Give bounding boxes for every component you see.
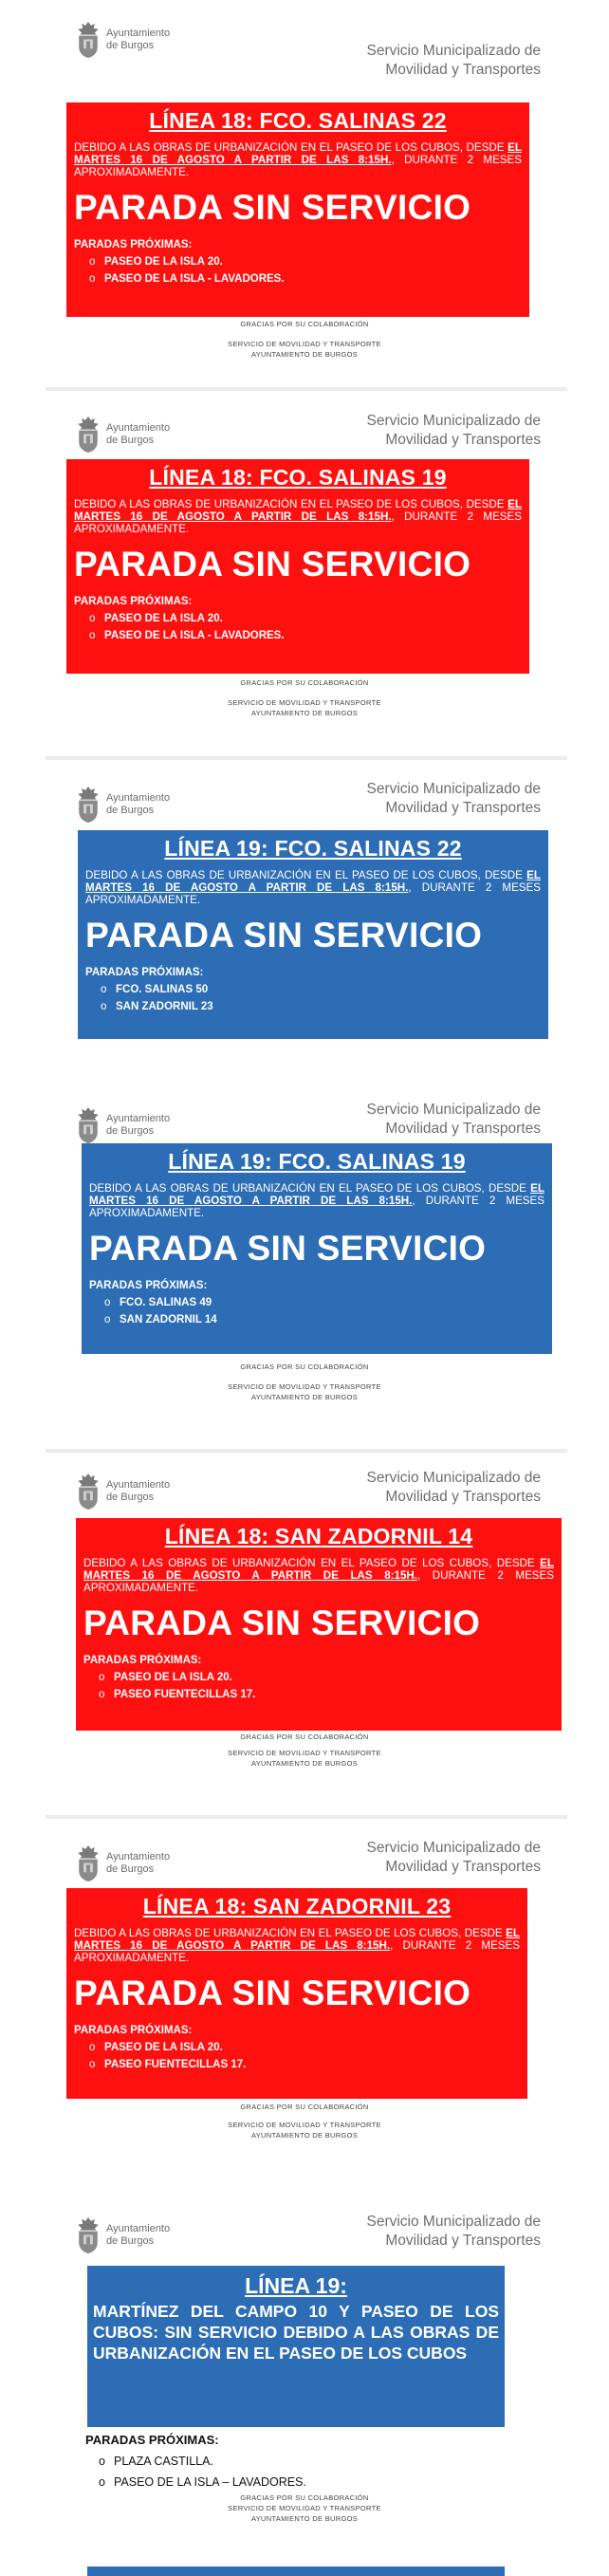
headline: PARADA SIN SERVICIO <box>74 1974 471 2012</box>
thanks-note: GRACIAS POR SU COLABORACIÓN <box>240 2493 369 2502</box>
notice-3 <box>0 759 609 1086</box>
logo-line2: de Burgos <box>106 1492 155 1503</box>
notice-box <box>66 102 529 317</box>
notice-box <box>82 1143 552 1354</box>
stops-label: PARADAS PRÓXIMAS: <box>83 1655 202 1666</box>
ayuntamiento-logo <box>76 1471 170 1512</box>
stop-item: o PLAZA CASTILLA. <box>99 2455 306 2468</box>
city-crest-icon <box>76 2216 101 2254</box>
logo-line2: de Burgos <box>106 40 155 51</box>
notice-title: LÍNEA 19: <box>245 2273 347 2298</box>
stop-item: o PASEO DE LA ISLA 20. <box>89 256 529 268</box>
logo-line1: Ayuntamiento <box>106 792 171 804</box>
notice-title: LÍNEA 18: FCO. SALINAS 22 <box>149 108 447 133</box>
notice-title: LÍNEA 19: FCO. SALINAS 22 <box>164 836 462 861</box>
footer: SERVICIO DE MOVILIDAD Y TRANSPORTE AYUNTAMIENTO DE BURGOS <box>228 340 381 359</box>
notice-description: DEBIDO A LAS OBRAS DE URBANIZACIÓN EN EL PASEO DE LOS CUBOS, DESDE EL MARTES 16 DE AGOSTO A PARTIR DE LAS 8:15H., DURANTE 2 MESES APROXIMADAMENTE. <box>89 1182 544 1219</box>
service-name: Servicio Municipalizado de Movilidad y Transportes <box>366 1840 541 1875</box>
logo-line2: de Burgos <box>106 1863 155 1875</box>
headline: PARADA SIN SERVICIO <box>85 916 483 954</box>
logo-line2: de Burgos <box>106 805 155 816</box>
ayuntamiento-logo <box>76 2215 170 2256</box>
city-crest-icon <box>76 1473 101 1510</box>
notice-description: DEBIDO A LAS OBRAS DE URBANIZACIÓN EN EL PASEO DE LOS CUBOS, DESDE EL MARTES 16 DE AGOSTO A PARTIR DE LAS 8:15H., DURANTE 2 MESES APROXIMADAMENTE. <box>74 141 523 178</box>
headline: PARADA SIN SERVICIO <box>74 545 471 584</box>
stops-list <box>85 2433 306 2489</box>
logo-line2: de Burgos <box>106 435 155 446</box>
notice-box <box>76 1518 562 1731</box>
notice-4 <box>0 1091 609 1452</box>
notice-2 <box>0 389 609 750</box>
logo-line1: Ayuntamiento <box>106 2223 171 2234</box>
notice-description: DEBIDO A LAS OBRAS DE URBANIZACIÓN EN EL PASEO DE LOS CUBOS, DESDE EL MARTES 16 DE AGOSTO A PARTIR DE LAS 8:15H., DURANTE 2 MESES APROXIMADAMENTE. <box>74 498 523 535</box>
notice-box <box>78 830 548 1039</box>
stop-item: o PASEO DE LA ISLA - LAVADORES. <box>89 273 529 285</box>
city-crest-icon <box>76 1844 101 1882</box>
stop-item: o PASEO DE LA ISLA 20. <box>89 2042 527 2053</box>
ayuntamiento-logo <box>76 414 170 455</box>
headline: PARADA SIN SERVICIO <box>89 1229 487 1268</box>
footer: SERVICIO DE MOVILIDAD Y TRANSPORTE AYUNTAMIENTO DE BURGOS <box>228 2121 381 2140</box>
notice-description: DEBIDO A LAS OBRAS DE URBANIZACIÓN EN EL PASEO DE LOS CUBOS, DESDE EL MARTES 16 DE AGOSTO A PARTIR DE LAS 8:15H., DURANTE 2 MESES APROXIMADAMENTE. <box>74 1927 521 1964</box>
service-name: Servicio Municipalizado de Movilidad y Transportes <box>366 1470 541 1505</box>
logo-line2: de Burgos <box>106 1125 155 1137</box>
logo-line1: Ayuntamiento <box>106 1113 171 1124</box>
footer: SERVICIO DE MOVILIDAD Y TRANSPORTE AYUNTAMIENTO DE BURGOS <box>228 1749 381 1768</box>
notice-1 <box>0 0 609 375</box>
logo-line1: Ayuntamiento <box>106 1479 171 1491</box>
stop-item: o PASEO DE LA ISLA 20. <box>89 613 529 624</box>
notice-box <box>66 1888 527 2099</box>
footer: SERVICIO DE MOVILIDAD Y TRANSPORTE AYUNTAMIENTO DE BURGOS <box>228 698 381 717</box>
ayuntamiento-logo <box>76 784 170 825</box>
notice-box <box>87 2266 505 2427</box>
service-name: Servicio Municipalizado de Movilidad y Transportes <box>366 1102 541 1137</box>
notice-5 <box>0 1452 609 1812</box>
notice-title: LÍNEA 18: SAN ZADORNIL 23 <box>142 1894 452 1918</box>
stops-label: PARADAS PRÓXIMAS: <box>74 596 193 607</box>
service-name: Servicio Municipalizado de Movilidad y Transportes <box>366 2214 541 2249</box>
stop-item: o PASEO DE LA ISLA – LAVADORES. <box>99 2475 306 2489</box>
stop-item: o FCO. SALINAS 50 <box>101 984 548 995</box>
stops-label: PARADAS PRÓXIMAS: <box>85 967 204 978</box>
stop-item: o SAN ZADORNIL 14 <box>104 1314 552 1325</box>
headline: PARADA SIN SERVICIO <box>83 1603 481 1642</box>
logo-line1: Ayuntamiento <box>106 422 171 434</box>
headline: PARADA SIN SERVICIO <box>74 188 471 227</box>
stop-item: o PASEO DE LA ISLA - LAVADORES. <box>89 630 529 641</box>
notice-6 <box>0 1818 609 2178</box>
city-crest-icon <box>76 21 101 59</box>
stops-label: PARADAS PRÓXIMAS: <box>74 239 193 250</box>
stop-item: o PASEO FUENTECILLAS 17. <box>89 2059 527 2070</box>
stops-label: PARADAS PRÓXIMAS: <box>85 2433 219 2447</box>
stop-item: o PASEO FUENTECILLAS 17. <box>99 1689 562 1700</box>
notice-description: DEBIDO A LAS OBRAS DE URBANIZACIÓN EN EL PASEO DE LOS CUBOS, DESDE EL MARTES 16 DE AGOSTO A PARTIR DE LAS 8:15H., DURANTE 2 MESES APROXIMADAMENTE. <box>85 869 541 906</box>
ayuntamiento-logo <box>76 19 170 61</box>
notice-description: DEBIDO A LAS OBRAS DE URBANIZACIÓN EN EL PASEO DE LOS CUBOS, DESDE EL MARTES 16 DE AGOSTO A PARTIR DE LAS 8:15H., DURANTE 2 MESES APROXIMADAMENTE. <box>83 1557 554 1594</box>
city-crest-icon <box>76 1106 101 1144</box>
stops-label: PARADAS PRÓXIMAS: <box>74 2025 193 2036</box>
footer: SERVICIO DE MOVILIDAD Y TRANSPORTE AYUNTAMIENTO DE BURGOS <box>228 2504 381 2523</box>
notice-text: MARTÍNEZ DEL CAMPO 10 Y PASEO DE LOS CUBOS: SIN SERVICIO DEBIDO A LAS OBRAS DE URBANIZACIÓN EN EL PASEO DE LOS CUBOS <box>93 2302 499 2363</box>
next-notice-box-partial <box>87 2567 505 2576</box>
thanks-note: GRACIAS POR SU COLABORACIÓN <box>240 1733 369 1741</box>
notice-title: LÍNEA 18: SAN ZADORNIL 14 <box>164 1524 473 1548</box>
notice-title: LÍNEA 18: FCO. SALINAS 19 <box>149 465 447 490</box>
ayuntamiento-logo <box>76 1104 170 1146</box>
notice-title: LÍNEA 19: FCO. SALINAS 19 <box>168 1149 466 1174</box>
logo-line1: Ayuntamiento <box>106 28 171 39</box>
thanks-note: GRACIAS POR SU COLABORACIÓN <box>240 2103 369 2111</box>
service-name: Servicio Municipalizado de Movilidad y Transportes <box>366 781 541 816</box>
logo-line2: de Burgos <box>106 2235 155 2247</box>
footer: SERVICIO DE MOVILIDAD Y TRANSPORTE AYUNTAMIENTO DE BURGOS <box>228 1382 381 1401</box>
service-name: Servicio Municipalizado de Movilidad y Transportes <box>366 413 541 448</box>
ayuntamiento-logo <box>76 1843 170 1884</box>
service-name: Servicio Municipalizado de Movilidad y Transportes <box>366 43 541 78</box>
logo-line1: Ayuntamiento <box>106 1851 171 1863</box>
stop-item: o FCO. SALINAS 49 <box>104 1297 552 1308</box>
stop-item: o PASEO DE LA ISLA 20. <box>99 1672 562 1683</box>
city-crest-icon <box>76 786 101 824</box>
thanks-note: GRACIAS POR SU COLABORACIÓN <box>240 1362 369 1371</box>
notice-7 <box>0 2182 609 2576</box>
notice-box <box>66 459 529 674</box>
stop-item: o SAN ZADORNIL 23 <box>101 1001 548 1012</box>
thanks-note: GRACIAS POR SU COLABORACIÓN <box>240 320 369 328</box>
stops-label: PARADAS PRÓXIMAS: <box>89 1280 208 1291</box>
city-crest-icon <box>76 416 101 454</box>
thanks-note: GRACIAS POR SU COLABORACIÓN <box>240 678 369 687</box>
